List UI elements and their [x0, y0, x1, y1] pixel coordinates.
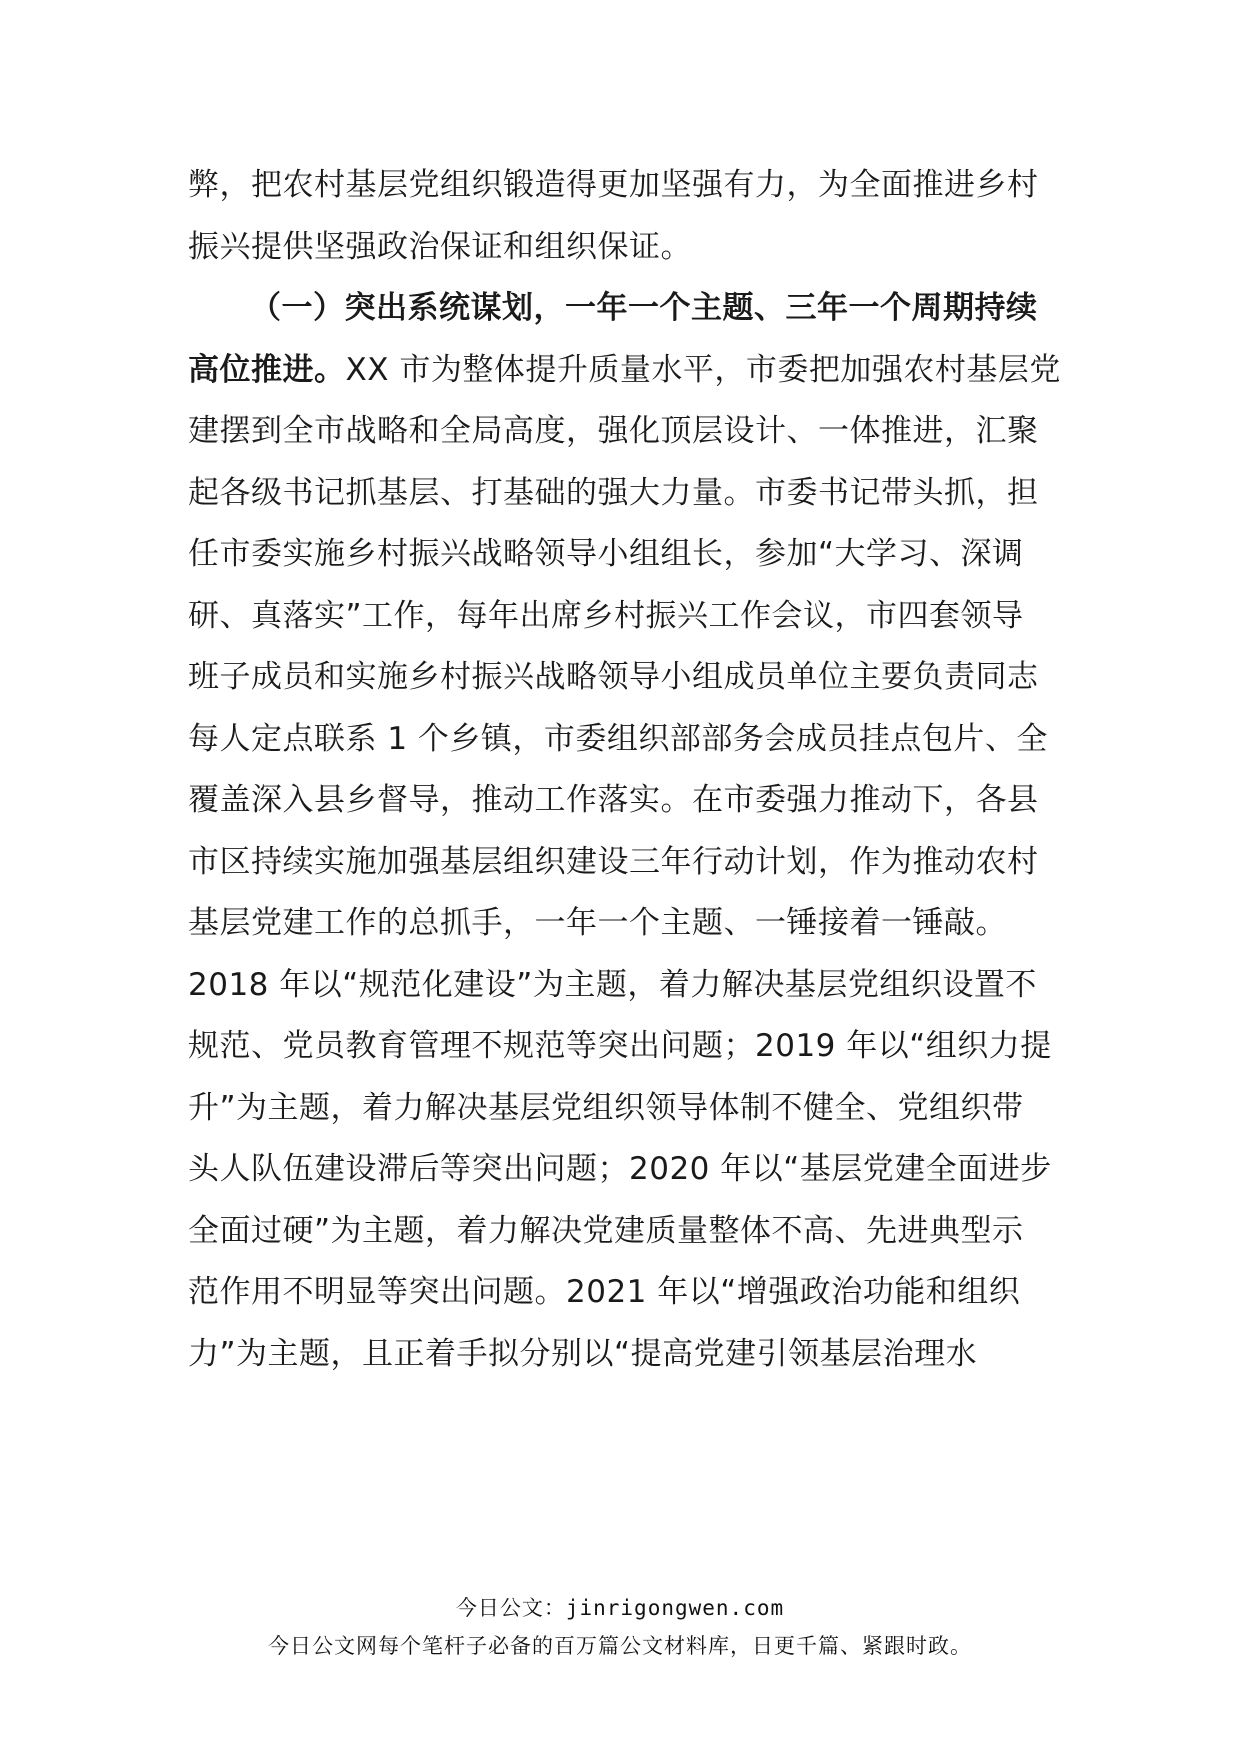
text-line: 头人队伍建设滞后等突出问题；2020 年以“基层党建全面进步 [188, 1151, 1052, 1187]
text-line: 覆盖深入县乡督导，推动工作落实。在市委强力推动下，各县 [188, 782, 1039, 818]
text-line: 任市委实施乡村振兴战略领导小组组长，参加“大学习、深调 [188, 536, 1024, 572]
text-line: 范作用不明显等突出问题。2021 年以“增强政治功能和组织 [188, 1274, 1021, 1310]
text-line: 力”为主题，且正着手拟分别以“提高党建引领基层治理水 [188, 1335, 978, 1372]
section-heading: （一）突出系统谋划，一年一个主题、三年一个周期持续 [250, 290, 1038, 326]
footer-site [0, 1592, 1240, 1622]
paragraph-start: XX 市为整体提升质量水平，市委把加强农村基层党 [345, 351, 1061, 388]
text-line: 每人定点联系 1 个乡镇，市委组织部部务会成员挂点包片、全 [188, 720, 1048, 757]
text-line: 振兴提供坚强政治保证和组织保证。 [188, 228, 692, 265]
text-line: 弊，把农村基层党组织锻造得更加坚强有力，为全面推进乡村 [188, 167, 1039, 203]
text-line: 2018 年以“规范化建设”为主题，着力解决基层党组织设置不 [188, 966, 1037, 1003]
text-line: 基层党建工作的总抓手，一年一个主题、一锤接着一锤敲。 [188, 905, 1007, 941]
document-body [188, 155, 1061, 1385]
footer-slogan: 今日公文网每个笔杆子必备的百万篇公文材料库，日更千篇、紧跟时政。 [268, 1634, 972, 1658]
section-heading-continued [188, 340, 1061, 402]
text-line: 起各级书记抓基层、打基础的强大力量。市委书记带头抓，担 [188, 474, 1039, 511]
text-line: 升”为主题，着力解决基层党组织领导体制不健全、党组织带 [188, 1089, 1024, 1126]
text-line: 市区持续实施加强基层组织建设三年行动计划，作为推动农村 [188, 843, 1039, 880]
section-heading-tail: 高位推进。 [188, 351, 346, 388]
text-line: 建摆到全市战略和全局高度，强化顶层设计、一体推进，汇聚 [188, 413, 1039, 449]
footer-site-label: 今日公文： [455, 1596, 566, 1620]
text-line: 全面过硬”为主题，着力解决党建质量整体不高、先进典型示 [188, 1212, 1024, 1249]
footer-site-url[interactable]: jinrigongwen.com [565, 1596, 785, 1620]
text-line: 研、真落实”工作，每年出席乡村振兴工作会议，市四套领导 [188, 597, 1024, 634]
text-line: 规范、党员教育管理不规范等突出问题；2019 年以“组织力提 [188, 1028, 1052, 1064]
text-line: 班子成员和实施乡村振兴战略领导小组成员单位主要负责同志 [188, 659, 1039, 695]
